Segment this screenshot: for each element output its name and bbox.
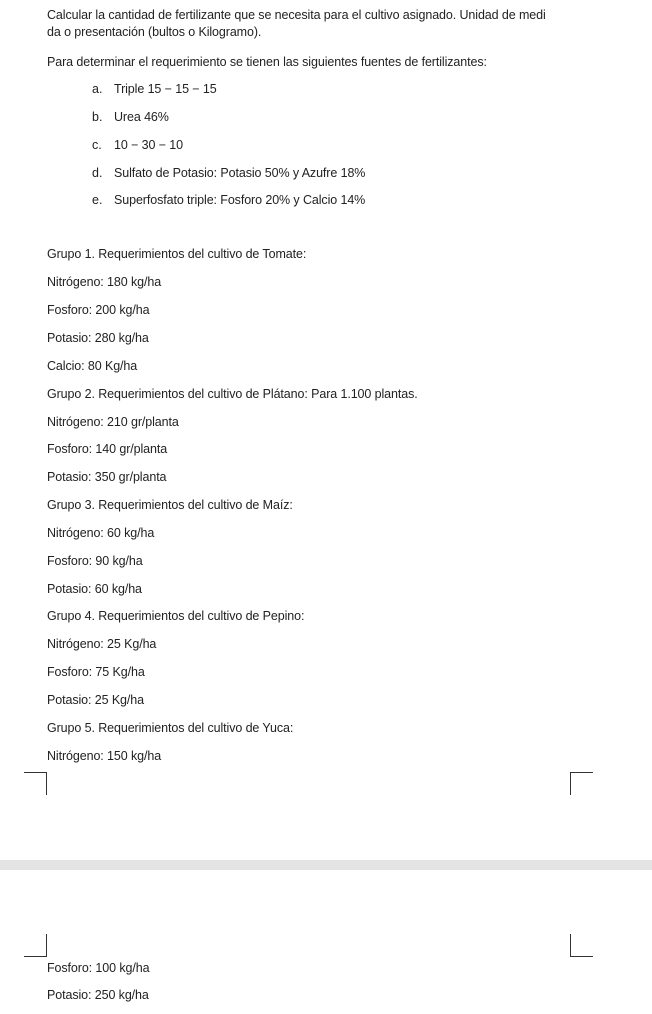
requirement-line: Potasio: 250 kg/ha (47, 988, 149, 1002)
margin-corner-mark (570, 934, 593, 957)
intro-paragraph (47, 7, 587, 41)
group-title: Grupo 1. Requerimientos del cultivo de Tomate: (47, 247, 307, 261)
requirement-line: Fosforo: 75 Kg/ha (47, 665, 145, 679)
list-item-text: Superfosfato triple: Fosforo 20% y Calcio 14% (114, 193, 366, 207)
margin-corner-mark (24, 772, 47, 795)
list-item-text: Sulfato de Potasio: Potasio 50% y Azufre 18% (114, 166, 366, 180)
margin-corner-mark (24, 934, 47, 957)
requirement-line: Fosforo: 200 kg/ha (47, 303, 150, 317)
group-title: Grupo 4. Requerimientos del cultivo de Pepino: (47, 609, 305, 623)
page-break (0, 860, 652, 870)
list-marker: c. (92, 138, 102, 152)
list-item-text: 10 − 30 − 10 (114, 138, 184, 152)
requirement-line: Potasio: 25 Kg/ha (47, 693, 144, 707)
group-title: Grupo 2. Requerimientos del cultivo de Plátano: Para 1.100 plantas. (47, 387, 418, 401)
sources-heading: Para determinar el requerimiento se tienen las siguientes fuentes de fertilizantes: (47, 55, 487, 69)
requirement-line: Potasio: 280 kg/ha (47, 331, 149, 345)
list-item-text: Urea 46% (114, 110, 169, 124)
list-marker: d. (92, 166, 103, 180)
list-item-text: Triple 15 − 15 − 15 (114, 82, 217, 96)
requirement-line: Nitrógeno: 180 kg/ha (47, 275, 162, 289)
requirement-line: Nitrógeno: 150 kg/ha (47, 749, 162, 763)
requirement-line: Nitrógeno: 60 kg/ha (47, 526, 155, 540)
intro-line-1: Calcular la cantidad de fertilizante que se necesita para el cultivo asignado. Unidad de medi (47, 8, 546, 22)
requirement-line: Fosforo: 90 kg/ha (47, 554, 143, 568)
list-marker: b. (92, 110, 103, 124)
list-marker: e. (92, 193, 103, 207)
requirement-line: Potasio: 60 kg/ha (47, 582, 142, 596)
requirement-line: Potasio: 350 gr/planta (47, 470, 167, 484)
group-title: Grupo 3. Requerimientos del cultivo de Maíz: (47, 498, 293, 512)
requirement-line: Fosforo: 100 kg/ha (47, 961, 150, 975)
intro-line-2: da o presentación (bultos o Kilogramo). (47, 25, 262, 39)
margin-corner-mark (570, 772, 593, 795)
requirement-line: Nitrógeno: 210 gr/planta (47, 415, 179, 429)
requirement-line: Fosforo: 140 gr/planta (47, 442, 168, 456)
requirement-line: Calcio: 80 Kg/ha (47, 359, 138, 373)
requirement-line: Nitrógeno: 25 Kg/ha (47, 637, 157, 651)
list-marker: a. (92, 82, 103, 96)
group-title: Grupo 5. Requerimientos del cultivo de Yuca: (47, 721, 294, 735)
